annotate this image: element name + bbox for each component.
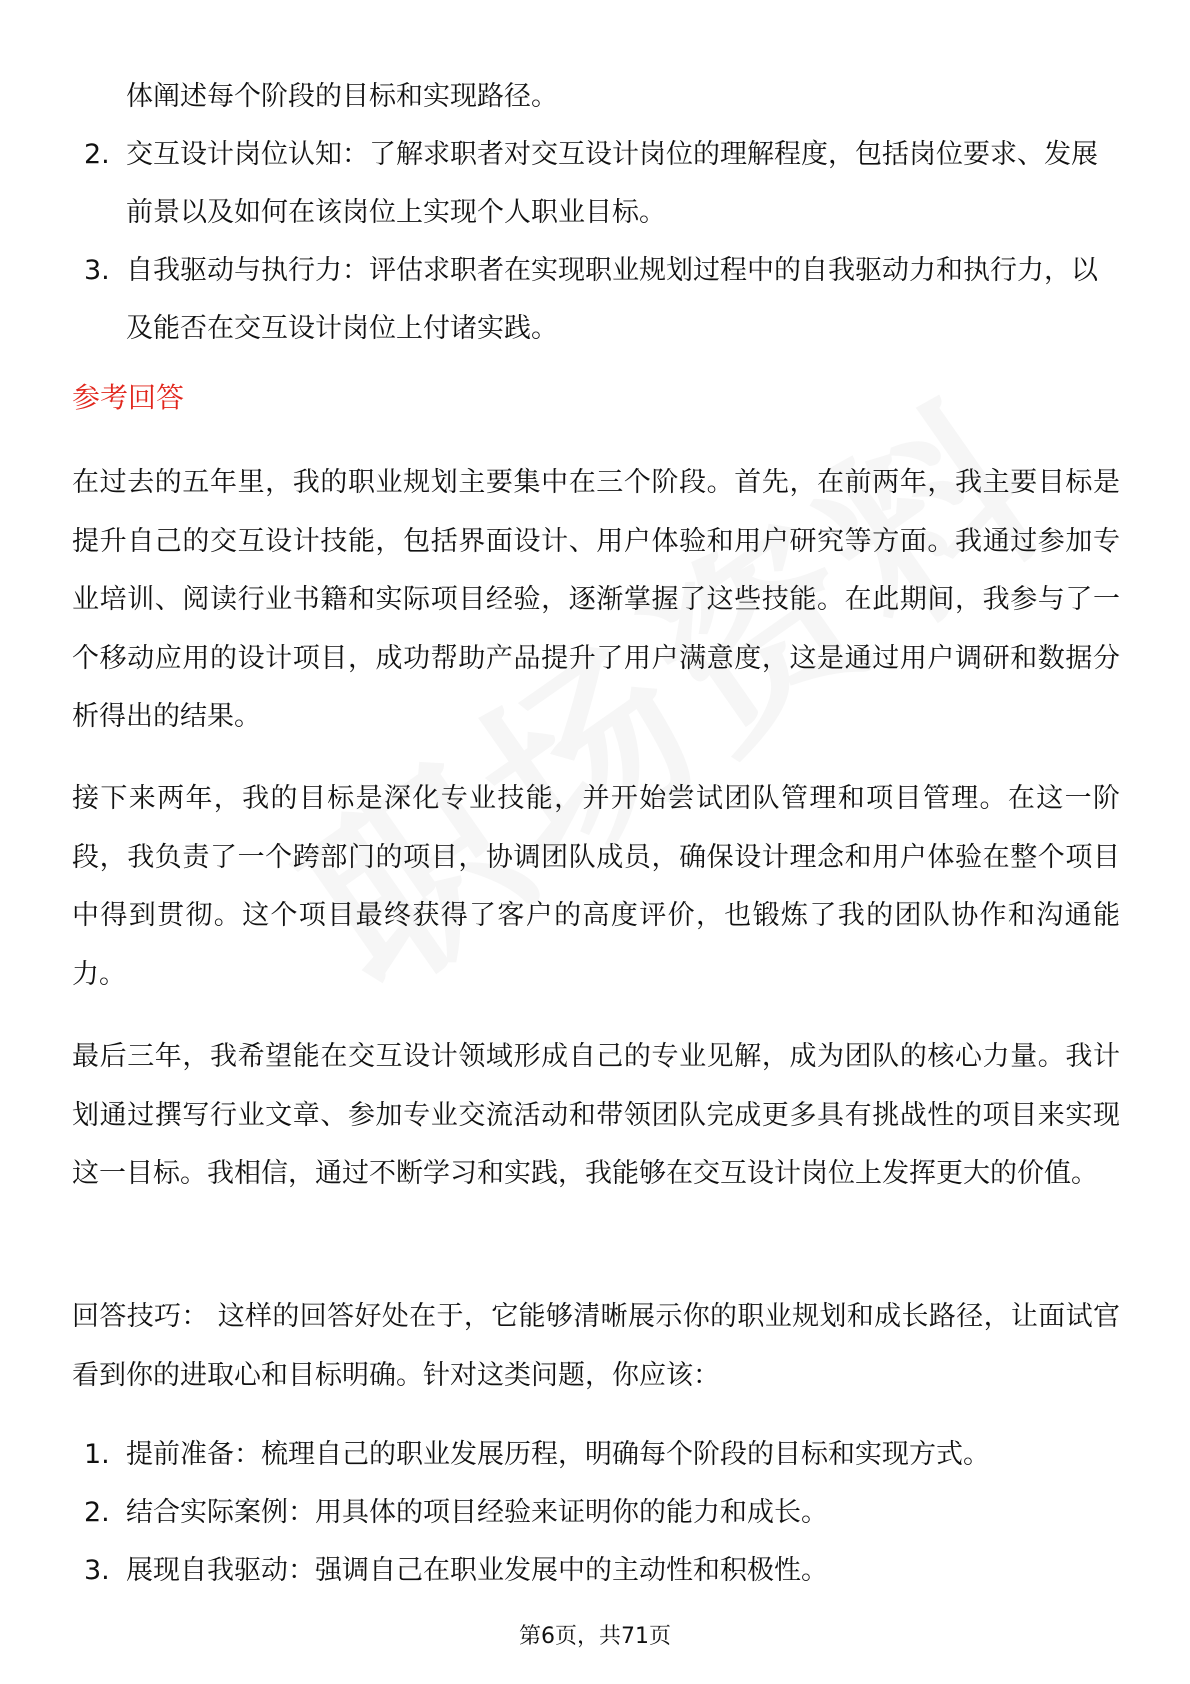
list-item [84,1426,1124,1484]
list-item [84,1542,1124,1600]
list-text: 展现自我驱动：强调自己在职业发展中的主动性和积极性。 [126,1555,828,1586]
answer-paragraph: 接下来两年，我的目标是深化专业技能，并开始尝试团队管理和项目管理。在这一阶段，我负责了一个跨部门的项目，协调团队成员，确保设计理念和用户体验在整个项目中得到贯彻。这个项目最终获得了客户的高度评价，也锻炼了我的团队协作和沟通能力。 [72,783,1120,990]
list-item [84,126,1124,242]
page-footer: 第6页，共71页 [519,1624,671,1649]
section-heading: 参考回答 [72,381,185,414]
list-number: 3. [84,1555,110,1586]
list-text: 提前准备：梳理自己的职业发展历程，明确每个阶段的目标和实现方式。 [126,1439,990,1470]
list-number: 2. [84,1497,110,1528]
answer-paragraph: 最后三年，我希望能在交互设计领域形成自己的专业见解，成为团队的核心力量。我计划通过撰写行业文章、参加专业交流活动和带领团队完成更多具有挑战性的项目来实现这一目标。我相信，通过不断学习和实践，我能够在交互设计岗位上发挥更大的价值。 [72,1041,1120,1189]
tips-list [84,1426,1124,1600]
list-text: 交互设计岗位认知：了解求职者对交互设计岗位的理解程度，包括岗位要求、发展前景以及如何在该岗位上实现个人职业目标。 [126,139,1098,228]
list-item [84,1484,1124,1542]
tips-paragraph: 回答技巧： 这样的回答好处在于，它能够清晰展示你的职业规划和成长路径，让面试官看到你的进取心和目标明确。针对这类问题，你应该： [72,1301,1120,1391]
criteria-list [84,126,1124,358]
list-number: 1. [84,1439,110,1470]
list-text: 自我驱动与执行力：评估求职者在实现职业规划过程中的自我驱动力和执行力，以及能否在交互设计岗位上付诸实践。 [126,255,1098,344]
list-text: 结合实际案例：用具体的项目经验来证明你的能力和成长。 [126,1497,828,1528]
list-number: 2. [84,139,110,170]
continuation-text: 体阐述每个阶段的目标和实现路径。 [126,81,558,112]
list-item [84,242,1124,358]
list-number: 3. [84,255,110,286]
answer-paragraph: 在过去的五年里，我的职业规划主要集中在三个阶段。首先，在前两年，我主要目标是提升自己的交互设计技能，包括界面设计、用户体验和用户研究等方面。我通过参加专业培训、阅读行业书籍和实际项目经验，逐渐掌握了这些技能。在此期间，我参与了一个移动应用的设计项目，成功帮助产品提升了用户满意度，这是通过用户调研和数据分析得出的结果。 [72,467,1120,732]
